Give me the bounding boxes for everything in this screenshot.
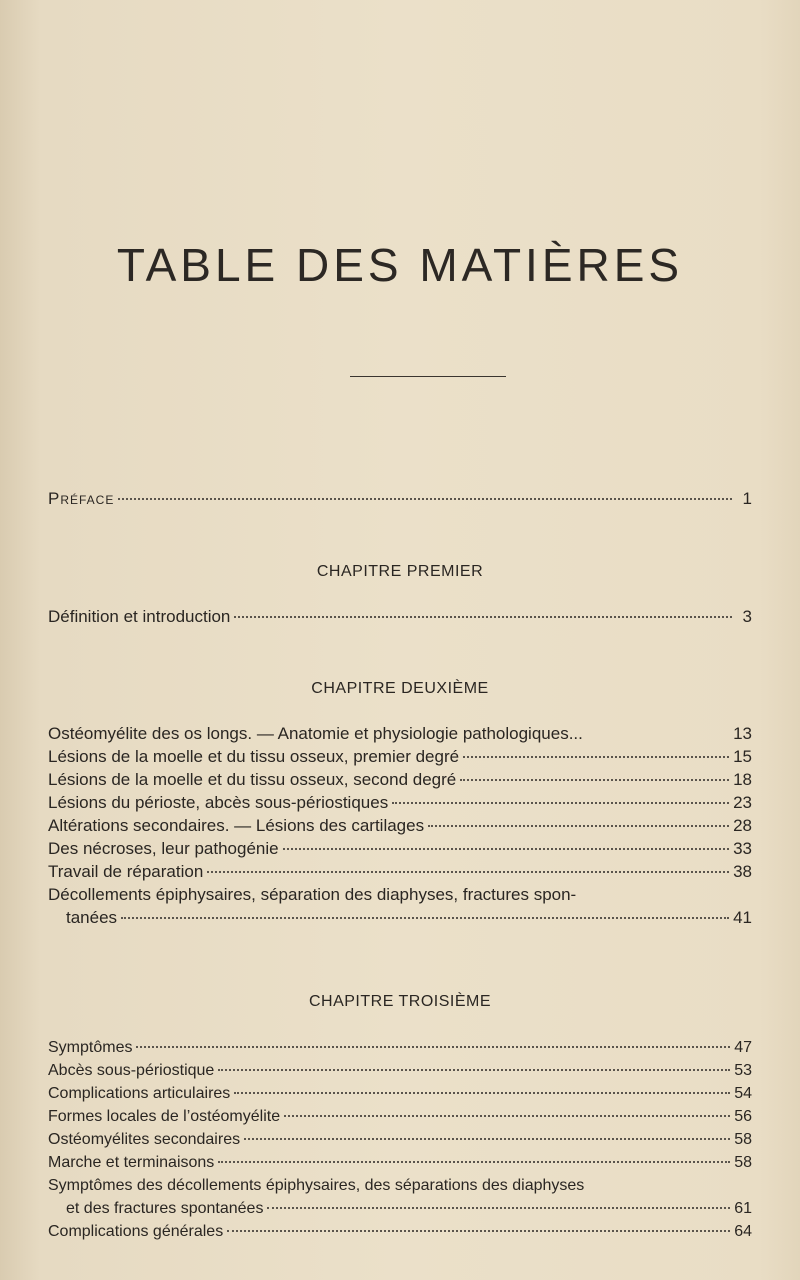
toc-entry-label: Définition et introduction — [48, 607, 231, 626]
toc-entry-label: Complications générales — [48, 1223, 224, 1240]
leader-dots — [207, 871, 729, 873]
toc-entry[interactable] — [48, 1221, 752, 1243]
leader-dots — [392, 802, 729, 804]
toc-entry-label: et des fractures spontanées — [66, 1200, 264, 1217]
toc-entry[interactable] — [66, 1198, 752, 1220]
toc-entry[interactable] — [48, 1152, 752, 1174]
toc-entry-page: 54 — [734, 1085, 752, 1102]
toc-entry[interactable] — [48, 606, 752, 628]
toc-entry[interactable] — [48, 838, 752, 860]
leader-dots — [463, 756, 729, 758]
toc-entry-label: Formes locales de l’ostéomyélite — [48, 1108, 281, 1125]
chapter-heading-3: CHAPITRE TROISIÈME — [308, 993, 492, 1010]
toc-entry-label: Altérations secondaires. — Lésions des cartilages — [48, 816, 425, 835]
toc-entry-label: Abcès sous-périostique — [48, 1062, 215, 1079]
toc-entry-page: 53 — [734, 1062, 752, 1079]
toc-entry-page: 33 — [733, 839, 752, 858]
toc-entry-wrapped-line[interactable]: Décollements épiphysaires, séparation des diaphyses, fractures spon- — [48, 885, 577, 904]
toc-entry-page: 47 — [734, 1039, 752, 1056]
toc-entry-label: Ostéomyélites secondaires — [48, 1131, 241, 1148]
toc-entry-label: Symptômes — [48, 1039, 133, 1056]
leader-dots — [218, 1069, 730, 1071]
toc-entry-page: 58 — [734, 1154, 752, 1171]
toc-entry-label: Préface — [48, 489, 115, 508]
toc-entry-page: 41 — [733, 908, 752, 927]
toc-entry-page: 13 — [733, 724, 752, 743]
toc-entry[interactable] — [48, 769, 752, 791]
toc-entry-label: Complications articulaires — [48, 1085, 231, 1102]
leader-dots — [121, 917, 729, 919]
toc-entry-page: 18 — [733, 770, 752, 789]
toc-entry[interactable] — [66, 907, 752, 929]
toc-entry-page: 15 — [733, 747, 752, 766]
toc-entry-page: 61 — [734, 1200, 752, 1217]
toc-entry-wrapped-line[interactable]: Symptômes des décollements épiphysaires, des séparations des diaphyses — [48, 1177, 585, 1194]
toc-entry-label: Ostéomyélite des os longs. — Anatomie et physiologie pathologiques... — [48, 724, 583, 743]
title-divider — [350, 376, 506, 377]
toc-entry-label: Lésions du périoste, abcès sous-périostiques — [48, 793, 389, 812]
page-title: TABLE DES MATIÈRES — [116, 239, 684, 291]
toc-entry-preface[interactable] — [48, 488, 752, 510]
leader-dots — [460, 779, 729, 781]
toc-entry[interactable] — [48, 861, 752, 883]
leader-dots — [136, 1046, 730, 1048]
toc-entry[interactable] — [48, 1129, 752, 1151]
toc-entry-page: 28 — [733, 816, 752, 835]
leader-dots — [267, 1207, 730, 1209]
toc-entry-page: 64 — [734, 1223, 752, 1240]
toc-entry-page: 38 — [733, 862, 752, 881]
leader-dots — [244, 1138, 730, 1140]
toc-entry[interactable] — [48, 1060, 752, 1082]
leader-dots — [234, 616, 732, 618]
toc-entry-label: tanées — [66, 908, 118, 927]
toc-entry-label: Des nécroses, leur pathogénie — [48, 839, 279, 858]
toc-entry[interactable] — [48, 746, 752, 768]
toc-entry[interactable] — [48, 792, 752, 814]
toc-entry-page: 1 — [742, 489, 752, 508]
toc-entry-page: 58 — [734, 1131, 752, 1148]
leader-dots — [227, 1230, 730, 1232]
toc-entry[interactable] — [48, 1083, 752, 1105]
toc-entry-label: Lésions de la moelle et du tissu osseux, second degré — [48, 770, 457, 789]
leader-dots — [284, 1115, 730, 1117]
toc-entry[interactable] — [48, 1106, 752, 1128]
leader-dots — [234, 1092, 730, 1094]
toc-entry-page: 56 — [734, 1108, 752, 1125]
toc-entry-label: Travail de réparation — [48, 862, 204, 881]
toc-entry[interactable] — [48, 723, 752, 745]
leader-dots — [118, 498, 732, 500]
leader-dots — [283, 848, 729, 850]
toc-entry-label: Marche et terminaisons — [48, 1154, 215, 1171]
toc-entry-page: 23 — [733, 793, 752, 812]
leader-dots — [428, 825, 729, 827]
toc-entry-page: 3 — [742, 607, 752, 626]
leader-dots — [218, 1161, 730, 1163]
toc-entry[interactable] — [48, 1037, 752, 1059]
chapter-heading-2: CHAPITRE DEUXIÈME — [311, 680, 489, 697]
chapter-heading-1: CHAPITRE PREMIER — [316, 563, 484, 580]
toc-entry[interactable] — [48, 815, 752, 837]
toc-entry-label: Lésions de la moelle et du tissu osseux, premier degré — [48, 747, 460, 766]
